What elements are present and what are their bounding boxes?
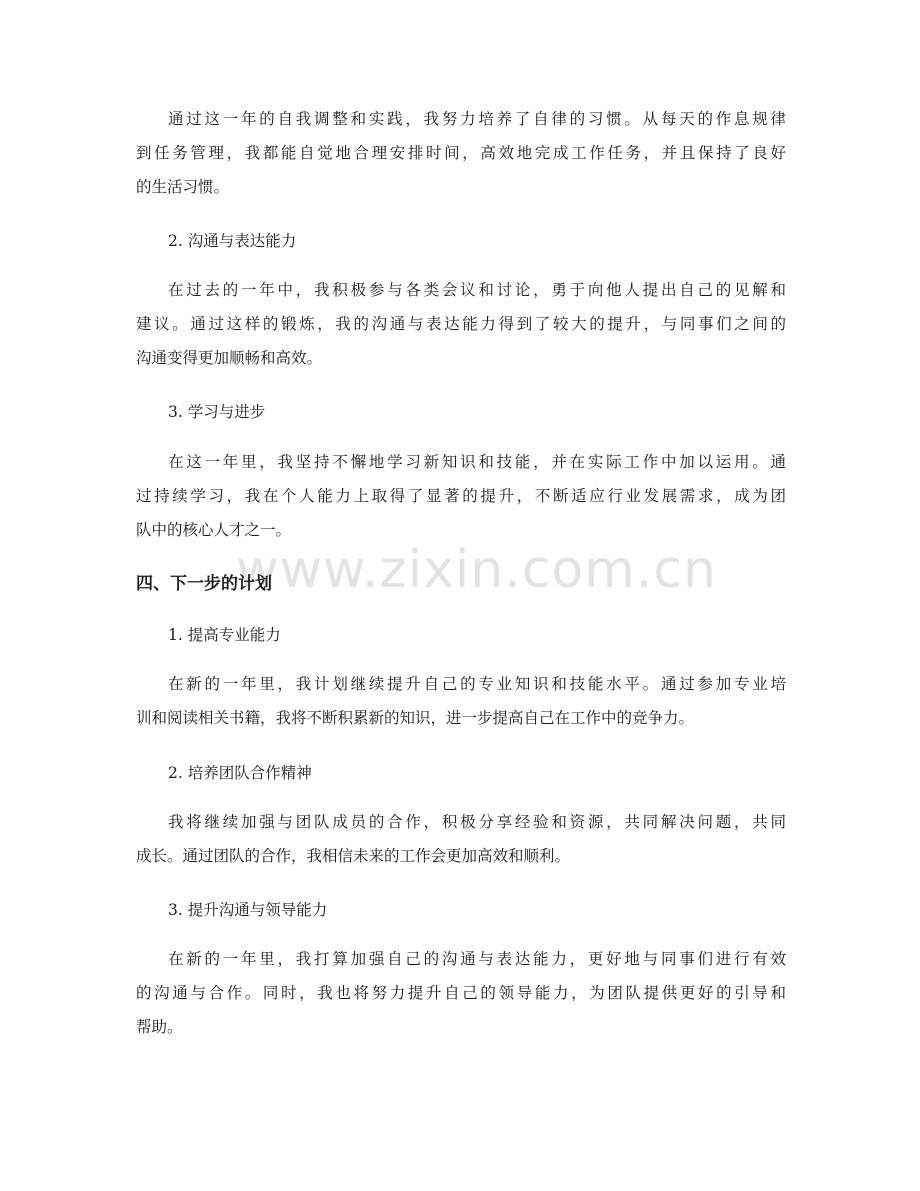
subsection-title: 1. 提高专业能力 xyxy=(168,626,281,644)
subsection-title: 3. 学习与进步 xyxy=(168,403,266,421)
paragraph-line: 沟通变得更加顺畅和高效。 xyxy=(136,349,323,367)
paragraph-line: 我将继续加强与团队成员的合作，积极分享经验和资源，共同解决问题，共同 xyxy=(168,813,786,831)
paragraph-line: 在新的一年里，我打算加强自己的沟通与表达能力，更好地与同事们进行有效 xyxy=(168,950,786,968)
paragraph-line: 帮助。 xyxy=(136,1018,183,1036)
paragraph-line: 训和阅读相关书籍，我将不断积累新的知识，进一步提高自己在工作中的竞争力。 xyxy=(136,709,695,727)
watermark: www.zixin.com.cn xyxy=(236,540,717,600)
subsection-title: 2. 培养团队合作精神 xyxy=(168,764,312,782)
paragraph-line: 过持续学习，我在个人能力上取得了显著的提升，不断适应行业发展需求，成为团 xyxy=(136,487,786,505)
paragraph-line: 通过这一年的自我调整和实践，我努力培养了自律的习惯。从每天的作息规律 xyxy=(168,110,786,128)
paragraph-line: 的沟通与合作。同时，我也将努力提升自己的领导能力，为团队提供更好的引导和 xyxy=(136,984,786,1002)
paragraph-line: 建议。通过这样的锻炼，我的沟通与表达能力得到了较大的提升，与同事们之间的 xyxy=(136,315,786,333)
paragraph-line: 队中的核心人才之一。 xyxy=(136,521,292,539)
paragraph-line: 在过去的一年中，我积极参与各类会议和讨论，勇于向他人提出自己的见解和 xyxy=(168,281,786,299)
subsection-title: 2. 沟通与表达能力 xyxy=(168,232,297,250)
paragraph-line: 的生活习惯。 xyxy=(136,178,230,196)
section-heading: 四、下一步的计划 xyxy=(136,574,272,594)
paragraph-line: 在新的一年里，我计划继续提升自己的专业知识和技能水平。通过参加专业培 xyxy=(168,675,786,693)
paragraph-line: 在这一年里，我坚持不懈地学习新知识和技能，并在实际工作中加以运用。通 xyxy=(168,453,786,471)
paragraph-line: 到任务管理，我都能自觉地合理安排时间，高效地完成工作任务，并且保持了良好 xyxy=(136,144,786,162)
subsection-title: 3. 提升沟通与领导能力 xyxy=(168,901,328,919)
paragraph-line: 成长。通过团队的合作，我相信未来的工作会更加高效和顺利。 xyxy=(136,847,571,865)
